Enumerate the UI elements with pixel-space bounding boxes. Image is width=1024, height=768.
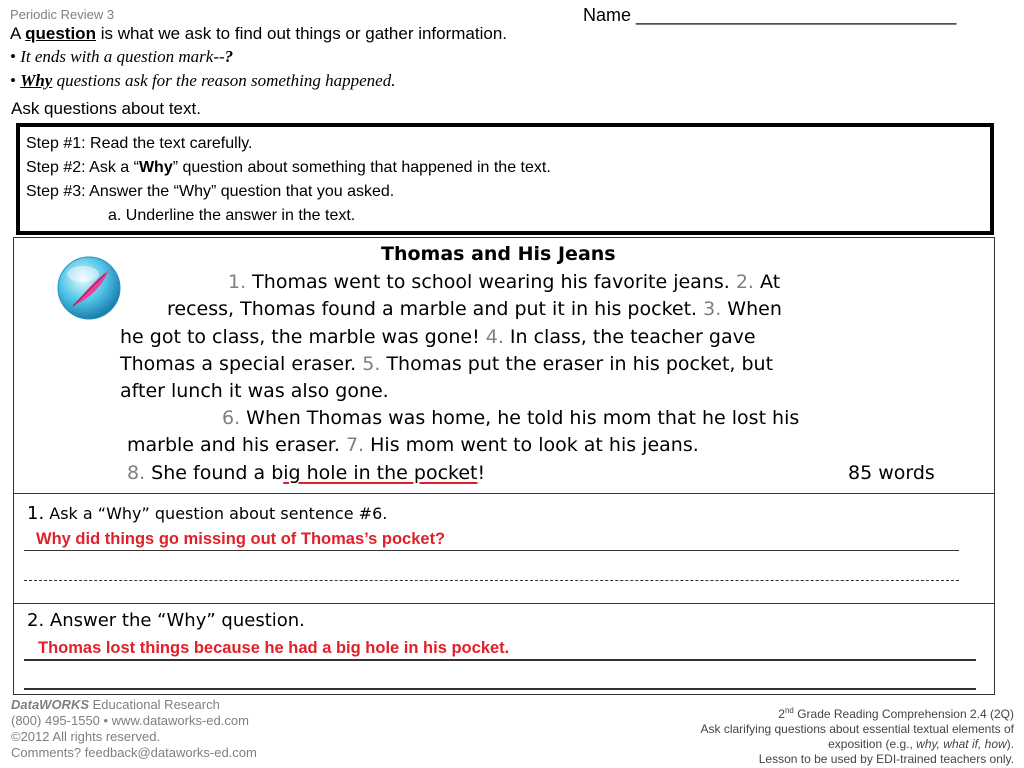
story-line-7: marble and his eraser. 7. His mom went to look at his jeans. xyxy=(127,434,699,456)
footer-copyright: ©2012 All rights reserved. xyxy=(11,729,161,744)
question-1-prompt: 1. Ask a “Why” question about sentence #6. xyxy=(27,503,388,524)
question-1-answer: Why did things go missing out of Thomas’s pocket? xyxy=(36,530,446,548)
answer-line-1a xyxy=(24,550,959,551)
footer-feedback: Comments? feedback@dataworks-ed.com xyxy=(11,745,257,760)
story-line-4: Thomas a special eraser. 5. Thomas put the eraser in his pocket, but xyxy=(120,353,774,375)
story-line-3: he got to class, the marble was gone! 4. In class, the teacher gave xyxy=(120,326,756,348)
question-2-prompt: 2. Answer the “Why” question. xyxy=(27,610,305,631)
story-line-5: after lunch it was also gone. xyxy=(120,380,389,402)
story-line-1: 1. Thomas went to school wearing his favorite jeans. 2. At xyxy=(228,271,781,293)
step-3a: a. Underline the answer in the text. xyxy=(108,207,356,224)
footer-phone-web: (800) 495-1550 • www.dataworks-ed.com xyxy=(11,713,249,728)
story-title: Thomas and His Jeans xyxy=(381,243,616,265)
bullet-why: • Why questions ask for the reason something happened. xyxy=(10,71,396,90)
footer-publisher: DataWORKS Educational Research (800) 495-1550 • www.dataworks-ed.com ©2012 All rights reserved. Comments? feedback@dataworks-ed.com xyxy=(11,697,257,760)
word-count: 85 words xyxy=(848,462,935,484)
question-definition: A question is what we ask to find out things or gather information. xyxy=(10,24,508,43)
step-1: Step #1: Read the text carefully. xyxy=(26,135,253,152)
answer-line-1b xyxy=(24,580,959,581)
step-2: Step #2: Ask a “Why” question about something that happened in the text. xyxy=(26,159,551,176)
divider-q1-q2 xyxy=(13,603,995,604)
underlined-answer: ig hole in the pocket xyxy=(283,462,478,484)
question-2-answer: Thomas lost things because he had a big hole in his pocket. xyxy=(38,639,510,657)
story-line-8: 8. She found a big hole in the pocket! xyxy=(127,462,486,484)
feather-logo-icon xyxy=(57,256,121,320)
name-field-label: Name ________________________________ xyxy=(583,5,957,25)
bullet-question-mark: • It ends with a question mark--? xyxy=(10,47,234,66)
footer-lesson-info: 2nd Grade Reading Comprehension 2.4 (2Q) Ask clarifying questions about essential textual elements of exposition (e.g., why, what if, how). Lesson to be used by EDI-trained teachers only. xyxy=(700,706,1014,766)
steps-box xyxy=(16,123,994,235)
step-3: Step #3: Answer the “Why” question that you asked. xyxy=(26,183,395,200)
story-line-6: 6. When Thomas was home, he told his mom that he lost his xyxy=(222,407,800,429)
story-line-2: recess, Thomas found a marble and put it in his pocket. 3. When xyxy=(167,298,782,320)
brand-name: DataWORKS xyxy=(11,697,90,712)
answer-line-2a xyxy=(24,659,976,661)
page-title: Periodic Review 3 xyxy=(10,7,115,22)
subheading: Ask questions about text. xyxy=(11,99,201,118)
divider-story-q1 xyxy=(13,493,995,494)
answer-line-2b xyxy=(24,688,976,690)
question-keyword: question xyxy=(25,24,96,43)
